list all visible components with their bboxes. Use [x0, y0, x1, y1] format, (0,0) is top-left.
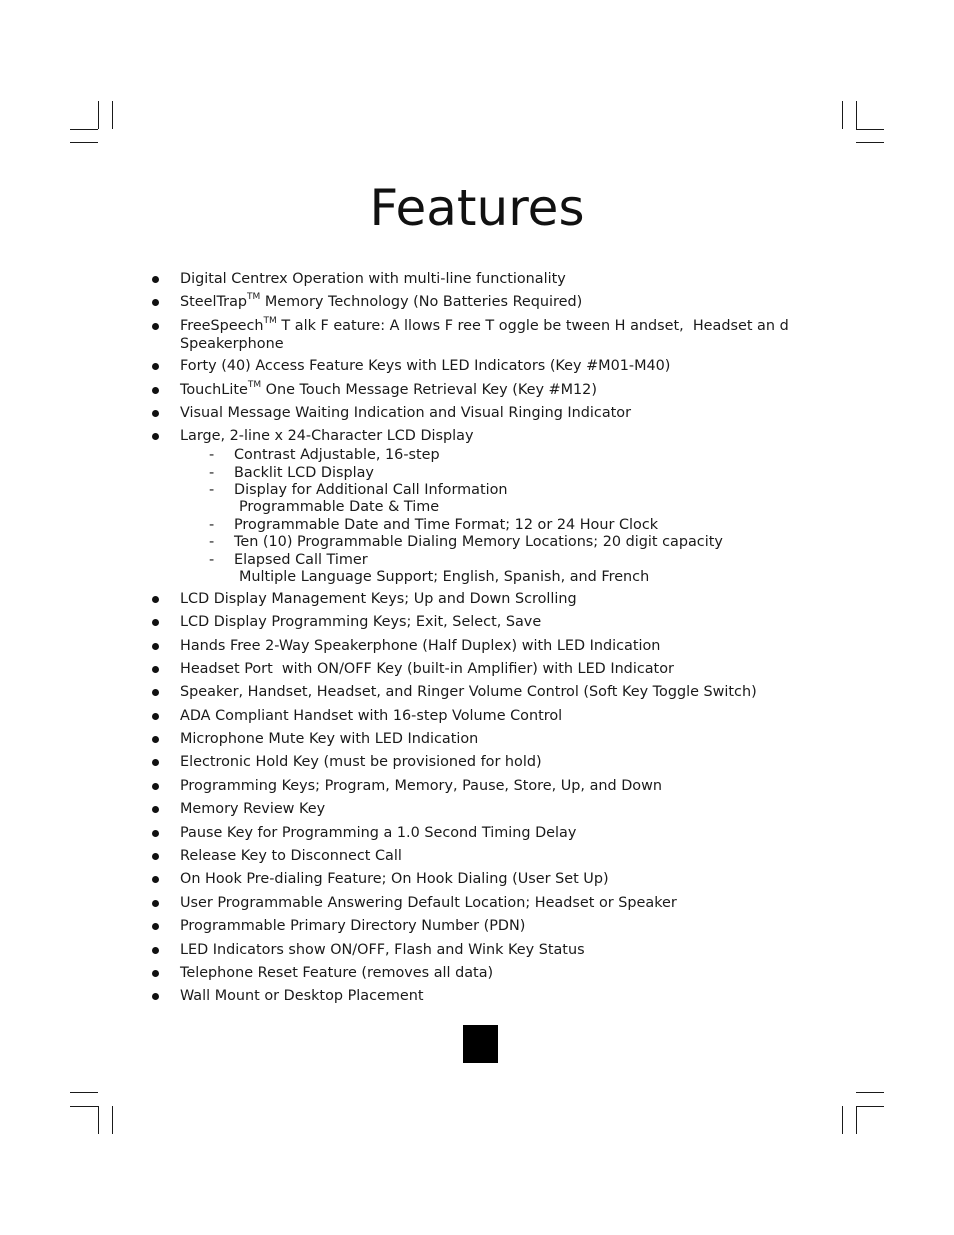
feature-item: Digital Centrex Operation with multi-line functionality: [180, 271, 566, 287]
feature-item: Headset Port with ON/OFF Key (built-in Amplifier) with LED Indicator: [180, 661, 674, 677]
sub-item: Elapsed Call Timer: [234, 552, 368, 568]
dash-marker: -: [209, 447, 215, 463]
trademark-mark: TM: [247, 292, 261, 303]
feature-item: Electronic Hold Key (must be provisioned for hold): [180, 754, 542, 770]
feature-item: [180, 382, 800, 400]
crop-mark-bottom-left-horizontal-upper: [70, 1092, 98, 1093]
crop-mark-bottom-right-vertical: [856, 1106, 857, 1134]
bullet-icon: [151, 988, 161, 1005]
feature-item: LCD Display Management Keys; Up and Down Scrolling: [180, 591, 577, 607]
feature-item: LCD Display Programming Keys; Exit, Select, Save: [180, 614, 542, 630]
feature-item: Hands Free 2-Way Speakerphone (Half Duplex) with LED Indication: [180, 638, 661, 654]
dash-marker: -: [209, 482, 215, 498]
page-number-block: [463, 1025, 498, 1063]
bullet-icon: [151, 318, 161, 335]
bullet-icon: [151, 271, 161, 288]
bullet-icon: [151, 684, 161, 701]
feature-item: LED Indicators show ON/OFF, Flash and Wink Key Status: [180, 942, 585, 958]
feature-item: [180, 318, 800, 336]
bullet-icon: [151, 294, 161, 311]
feature-item-name: FreeSpeech: [180, 318, 264, 334]
bullet-icon: [151, 614, 161, 631]
bullet-icon: [151, 965, 161, 982]
feature-item: Release Key to Disconnect Call: [180, 848, 402, 864]
sub-item: Display for Additional Call Information: [234, 482, 508, 498]
bullet-icon: [151, 942, 161, 959]
bullet-icon: [151, 918, 161, 935]
feature-item: Forty (40) Access Feature Keys with LED Indicators (Key #M01-M40): [180, 358, 671, 374]
feature-item: [180, 294, 800, 312]
crop-mark-top-right-horizontal-lower: [856, 142, 884, 143]
feature-item-continuation: Speakerphone: [180, 336, 284, 352]
bullet-icon: [151, 848, 161, 865]
bullet-icon: [151, 731, 161, 748]
crop-mark-top-right-vertical: [856, 101, 857, 129]
bullet-icon: [151, 801, 161, 818]
sub-item: Programmable Date and Time Format; 12 or 24 Hour Clock: [234, 517, 659, 533]
crop-mark-bottom-right-horizontal-upper: [856, 1092, 884, 1093]
sub-item: Contrast Adjustable, 16-step: [234, 447, 440, 463]
feature-item: Programming Keys; Program, Memory, Pause, Store, Up, and Down: [180, 778, 663, 794]
feature-item: Telephone Reset Feature (removes all data): [180, 965, 494, 981]
bullet-icon: [151, 778, 161, 795]
bullet-icon: [151, 358, 161, 375]
crop-mark-bottom-left-horizontal: [70, 1106, 98, 1107]
feature-item-rest: One Touch Message Retrieval Key (Key #M12): [261, 382, 597, 398]
crop-mark-top-left-horizontal: [70, 129, 98, 130]
sub-item: Multiple Language Support; English, Spanish, and French: [239, 569, 650, 585]
feature-item-name: TouchLite: [180, 382, 248, 398]
crop-mark-bottom-right-vertical-outer: [842, 1106, 843, 1134]
feature-item: User Programmable Answering Default Location; Headset or Speaker: [180, 895, 677, 911]
crop-mark-top-left-vertical: [98, 101, 99, 129]
bullet-icon: [151, 661, 161, 678]
feature-item: Programmable Primary Directory Number (PDN): [180, 918, 526, 934]
feature-item: Microphone Mute Key with LED Indication: [180, 731, 479, 747]
bullet-icon: [151, 591, 161, 608]
dash-marker: -: [209, 517, 215, 533]
crop-mark-top-right-vertical-outer: [842, 101, 843, 129]
trademark-mark: TM: [247, 380, 262, 391]
crop-mark-bottom-left-vertical: [98, 1106, 99, 1134]
bullet-icon: [151, 825, 161, 842]
feature-item: Large, 2-line x 24-Character LCD Display: [180, 428, 474, 444]
sub-item: Backlit LCD Display: [234, 465, 374, 481]
sub-item: Programmable Date & Time: [239, 499, 440, 515]
bullet-icon: [151, 638, 161, 655]
crop-mark-bottom-right-horizontal: [856, 1106, 884, 1107]
bullet-icon: [151, 754, 161, 771]
feature-item: ADA Compliant Handset with 16-step Volume Control: [180, 708, 563, 724]
bullet-icon: [151, 428, 161, 445]
feature-item: Visual Message Waiting Indication and Visual Ringing Indicator: [180, 405, 631, 421]
page-title: Features: [369, 179, 585, 237]
bullet-icon: [151, 708, 161, 725]
feature-item: Speaker, Handset, Headset, and Ringer Volume Control (Soft Key Toggle Switch): [180, 684, 757, 700]
crop-mark-top-left-vertical-outer: [112, 101, 113, 129]
feature-item: Memory Review Key: [180, 801, 326, 817]
feature-item-name: SteelTrap: [180, 294, 248, 310]
crop-mark-top-left-horizontal-lower: [70, 142, 98, 143]
crop-mark-top-right-horizontal: [856, 129, 884, 130]
dash-marker: -: [209, 552, 215, 568]
trademark-mark: TM: [263, 316, 277, 327]
feature-item: Wall Mount or Desktop Placement: [180, 988, 424, 1004]
feature-item: Pause Key for Programming a 1.0 Second Timing Delay: [180, 825, 577, 841]
feature-item-rest: T alk F eature: A llows F ree T oggle be tween H andset, Headset an d: [276, 318, 789, 334]
feature-item: On Hook Pre-dialing Feature; On Hook Dialing (User Set Up): [180, 871, 609, 887]
crop-mark-bottom-left-vertical-outer: [112, 1106, 113, 1134]
dash-marker: -: [209, 465, 215, 481]
sub-item: Ten (10) Programmable Dialing Memory Locations; 20 digit capacity: [234, 534, 723, 550]
bullet-icon: [151, 895, 161, 912]
bullet-icon: [151, 405, 161, 422]
bullet-icon: [151, 871, 161, 888]
dash-marker: -: [209, 534, 215, 550]
feature-item-rest: Memory Technology (No Batteries Required): [260, 294, 583, 310]
bullet-icon: [151, 382, 161, 399]
